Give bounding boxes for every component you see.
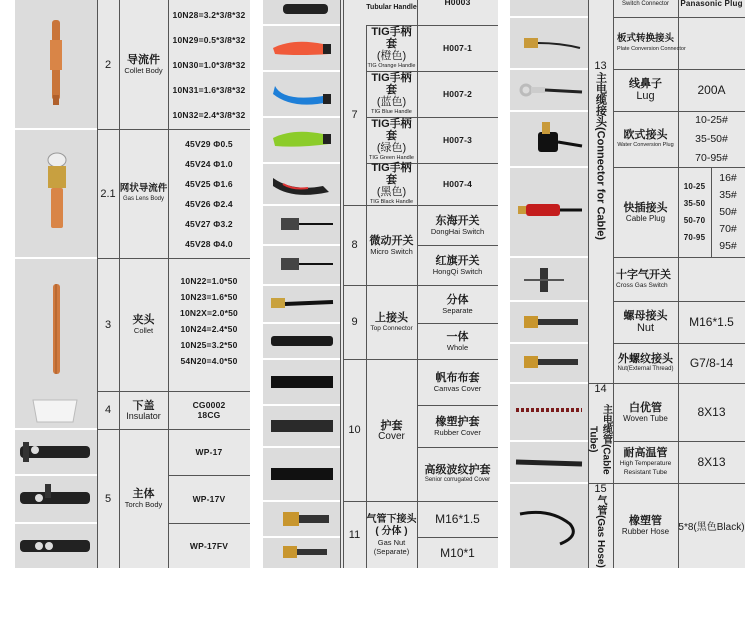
code: 50#	[719, 206, 737, 218]
item-name	[366, 163, 417, 205]
name-en: Canvas Cover	[433, 383, 482, 393]
name-zh: 欧式接头	[623, 128, 668, 141]
sub-item	[417, 285, 498, 323]
sub-item	[613, 441, 678, 483]
item-name	[366, 359, 417, 501]
woven-tube-photo	[510, 384, 588, 442]
code: 10N31=1.6*3/8*32	[172, 85, 246, 95]
sub-item	[613, 301, 678, 343]
hongqi-switch-photo	[263, 246, 340, 286]
sub-item	[417, 245, 498, 285]
row-number: 7	[351, 109, 358, 121]
code-list	[168, 10, 250, 120]
code: 35#	[719, 189, 737, 201]
code: 10N24=2.4*50	[180, 324, 238, 334]
code: 70-95	[683, 233, 706, 242]
name-zh: 分体	[446, 293, 469, 306]
torch-body-photo-3	[15, 524, 97, 568]
name-sub: ( 分体 )	[375, 525, 408, 537]
code: 45V29 Φ0.5	[185, 139, 233, 149]
sub-item	[613, 343, 678, 383]
lug-photo	[510, 70, 588, 112]
code: 10N25=3.2*50	[180, 340, 238, 350]
name-en: Rubber Cover	[434, 427, 481, 437]
name-zh: 耐高温管	[623, 447, 668, 459]
panasonic-plug-photo	[510, 0, 588, 18]
name-zh: 网状导流件	[119, 183, 168, 194]
code-list	[678, 182, 711, 242]
sub-item	[417, 405, 498, 447]
code: 35-50#	[695, 133, 728, 145]
name-en: TIG Blue Handle	[371, 108, 412, 115]
black-handle-photo	[263, 164, 340, 206]
tubular-handle-photo	[263, 0, 340, 26]
name-en: Separate	[442, 305, 473, 315]
code: H007-4	[442, 179, 473, 189]
name-en: High Temperature Resistant Tube	[619, 460, 672, 476]
item-name	[119, 429, 168, 568]
code: WP-17V	[192, 494, 226, 504]
item-name	[366, 25, 417, 71]
row-title: 主电缆管(Cable Tube)	[587, 403, 612, 475]
code-list	[168, 276, 250, 366]
blue-handle-photo	[263, 72, 340, 118]
name-zh: 快插接头	[623, 201, 668, 214]
gas-nut-m16-photo	[263, 502, 340, 538]
name-en: Rubber Hose	[621, 527, 670, 536]
sub-item	[417, 205, 498, 245]
name-zh: 护套	[380, 419, 403, 432]
nut-connector-photo	[510, 302, 588, 344]
code: 5*8(黑色Black)	[678, 522, 745, 533]
insulator-photo	[15, 392, 97, 430]
code: WP-17FV	[189, 540, 229, 551]
name-zh: TIG手柄套	[371, 161, 412, 186]
sub-item	[613, 483, 678, 568]
name-zh: 橡塑护套	[435, 415, 480, 428]
item-name	[366, 205, 417, 285]
item-name	[119, 258, 168, 391]
name-en: Whole	[446, 342, 469, 352]
code: 10N2X=2.0*50	[180, 308, 238, 318]
code: H0003	[444, 0, 471, 7]
code: 10N30=1.0*3/8*32	[172, 60, 246, 70]
name-zh: 高级波纹护套	[424, 463, 491, 476]
euro-connector-photo	[510, 112, 588, 168]
code: 10-25	[683, 182, 706, 191]
row-number: 15	[594, 483, 607, 495]
name-en: TIG Black Handle	[369, 198, 414, 205]
row-number: 2.1	[100, 187, 116, 200]
high-temp-tube-photo	[510, 442, 588, 484]
code-list	[678, 114, 745, 164]
code: 45V27 Φ3.2	[185, 219, 233, 229]
code: H007-3	[442, 135, 473, 145]
name-en: Torch Body	[124, 500, 163, 509]
sub-item	[613, 383, 678, 441]
name-zh: 气管下接头	[366, 513, 417, 525]
code: 200A	[697, 83, 726, 97]
item-name	[366, 501, 417, 568]
name-zh: 螺母接头	[623, 310, 668, 322]
code-list	[711, 172, 745, 252]
name-en: Insulator	[126, 410, 161, 421]
plate-connector-photo	[510, 18, 588, 70]
item-name	[366, 71, 417, 117]
name-en: HongQi Switch	[432, 266, 483, 276]
name-en: (Separate)	[373, 546, 410, 556]
code: 10N23=1.6*50	[180, 292, 238, 302]
name-zh: 导流件	[127, 54, 160, 66]
name-en: Top Connector	[370, 324, 413, 332]
gas-lens-photo	[15, 130, 97, 259]
gas-nut-m10-photo	[263, 538, 340, 568]
name-en: Plate Conversion Connector	[617, 45, 686, 52]
code: Panasonic Plug	[680, 0, 743, 8]
name-en: Lug	[636, 90, 655, 102]
name-en: Collet	[133, 326, 154, 335]
sub-item	[417, 447, 498, 501]
code-list	[168, 139, 250, 249]
name-en: Water Conversion Plug	[617, 141, 674, 148]
name-zh: 东海开关	[435, 214, 480, 227]
row-title: 主电缆接头(Connector for Cable)	[594, 72, 607, 241]
code: 45V26 Φ2.4	[185, 199, 233, 209]
row-title: 气管(Gas Hose)	[595, 495, 606, 568]
name-en: Gas Nut	[377, 537, 406, 547]
code: 16#	[719, 172, 737, 184]
item-name	[119, 391, 168, 429]
name-zh: TIG手柄套	[371, 117, 412, 142]
row-number: 13	[594, 60, 607, 72]
name-zh: 白优管	[629, 401, 662, 414]
code: 10N32=2.4*3/8*32	[172, 110, 246, 120]
name-zh: TIG手柄套	[371, 25, 412, 50]
donghai-switch-photo	[263, 206, 340, 246]
code: H007-1	[442, 43, 473, 53]
top-connector-separate-photo	[263, 286, 340, 324]
rubber-hose-photo	[510, 484, 588, 568]
switch-connector-label: Switch Connector	[621, 0, 670, 7]
code: G7/8-14	[689, 356, 734, 370]
row-number: 5	[104, 492, 112, 505]
row-13-label	[588, 60, 613, 260]
name-zh: 主体	[132, 488, 155, 500]
row-number: 10	[348, 424, 361, 436]
name-en: Nut(External Thread)	[617, 365, 674, 372]
name-sub: (黑色)	[376, 185, 407, 198]
name-en: TIG Green Handle	[369, 154, 414, 161]
name-zh: 帆布布套	[435, 371, 480, 384]
code-list	[168, 391, 250, 429]
item-name	[119, 0, 168, 129]
code: 8X13	[697, 455, 726, 469]
external-thread-nut-photo	[510, 344, 588, 384]
name-en: Nut	[636, 322, 655, 334]
name-zh: 上接头	[375, 311, 408, 324]
sub-item	[613, 17, 686, 69]
code: 10N22=1.0*50	[180, 276, 238, 286]
name-zh: 红旗开关	[435, 254, 480, 267]
code: 70-95#	[695, 152, 728, 164]
name-sub: (蓝色)	[376, 95, 407, 108]
code: CG0002	[192, 400, 226, 410]
code: 35-50	[683, 199, 706, 208]
code: WP-17	[195, 447, 223, 457]
item-name	[119, 129, 168, 258]
item-name	[366, 117, 417, 163]
code: M16*1.5	[689, 315, 734, 329]
name-en: Cable Plug	[625, 213, 666, 223]
name-en: TIG Orange Handle	[367, 62, 416, 69]
name-en: Cross Gas Switch	[616, 281, 668, 289]
row-number: 14	[594, 383, 607, 395]
row-number: 8	[351, 239, 358, 251]
row-15-label	[588, 483, 613, 568]
name-zh: 板式转换接头	[617, 32, 675, 44]
code: 10N28=3.2*3/8*32	[172, 10, 246, 20]
name-en: Cover	[378, 430, 405, 442]
torch-body-photo-2	[15, 476, 97, 524]
row-14-label	[588, 383, 613, 483]
code: M10*1	[440, 545, 475, 560]
name-en: Senior corrugated Cover	[424, 476, 491, 483]
row-number: 2	[104, 58, 112, 71]
row-number: 4	[104, 404, 112, 416]
cross-gas-switch-photo	[510, 258, 588, 302]
code: 54N20=4.0*50	[180, 356, 238, 366]
code: 50-70	[683, 216, 706, 225]
item-name	[366, 285, 417, 359]
code: 18CG	[197, 410, 221, 420]
torch-body-photo-1	[15, 430, 97, 476]
cable-plug-photo	[510, 168, 588, 258]
name-zh: 一体	[446, 330, 469, 343]
orange-handle-photo	[263, 26, 340, 72]
name-zh: 外螺纹接头	[618, 352, 673, 365]
name-en: Collet Body	[124, 66, 163, 75]
name-en: Woven Tube	[623, 413, 668, 423]
green-handle-photo	[263, 118, 340, 164]
divider	[340, 0, 341, 568]
code: M16*1.5	[435, 512, 480, 526]
collet-body-photo	[15, 0, 97, 130]
code: 70#	[719, 223, 737, 235]
sub-item	[613, 111, 678, 167]
code: H007-2	[442, 89, 473, 99]
rubber-cover-photo	[263, 406, 340, 448]
collet-photo	[15, 259, 97, 394]
name-zh: 微动开关	[369, 234, 414, 247]
top-connector-whole-photo	[263, 324, 340, 360]
name-zh: 十字气开关	[616, 268, 671, 281]
row-number: 3	[104, 318, 112, 331]
name-en: Micro Switch	[370, 246, 413, 256]
code: 45V25 Φ1.6	[185, 179, 233, 189]
code: 10N29=0.5*3/8*32	[172, 35, 246, 45]
name-zh: TIG手柄套	[371, 71, 412, 96]
code: 10-25#	[695, 114, 728, 126]
name-zh: 下盖	[132, 399, 155, 412]
canvas-cover-photo	[263, 360, 340, 406]
corrugated-cover-photo	[263, 448, 340, 502]
name-en: Gas Lens Body	[122, 196, 165, 202]
code: 95#	[719, 240, 737, 252]
name-zh: 橡塑管	[629, 515, 662, 527]
row-number: 11	[348, 528, 361, 541]
name-zh: 线鼻子	[629, 78, 662, 90]
sub-item	[613, 69, 678, 111]
sub-item	[613, 257, 678, 301]
name-zh: 夹头	[132, 314, 155, 326]
tubular-handle-label: Tubular Handle	[366, 3, 417, 11]
row-number: 9	[351, 316, 358, 328]
sub-item	[613, 167, 678, 257]
code: 45V28 Φ4.0	[185, 239, 233, 249]
name-sub: (橙色)	[376, 49, 407, 62]
code: 45V24 Φ1.0	[185, 159, 233, 169]
sub-item	[417, 359, 498, 405]
name-sub: (绿色)	[376, 141, 407, 154]
name-en: DongHai Switch	[430, 226, 485, 236]
code: 8X13	[697, 405, 726, 419]
sub-item	[417, 323, 498, 359]
